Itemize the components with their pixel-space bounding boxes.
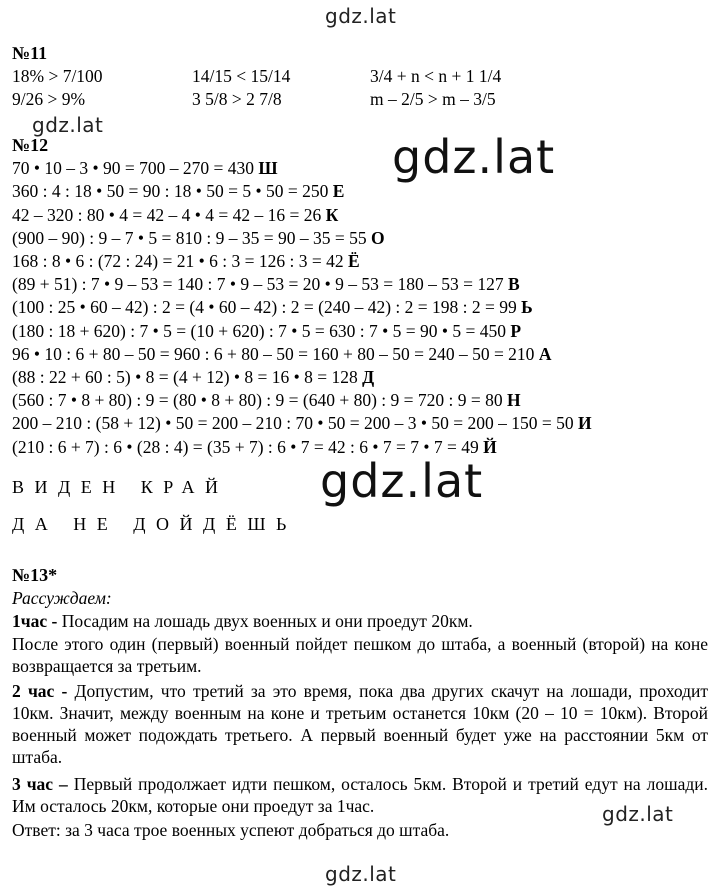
task11-cell: m – 2/5 > m – 3/5 [370,89,496,109]
task12-line: 70 • 10 – 3 • 90 = 700 – 270 = 430 Ш [12,158,278,178]
watermark-top: gdz.lat [325,4,397,28]
task12-line: 168 : 8 • 6 : (72 : 24) = 21 • 6 : 3 = 126 : 3 = 42 Ё [12,251,360,271]
task12-letter: В [507,274,520,294]
task13-hour1: 1час - Посадим на лошадь двух военных и они проедут 20км. [12,611,473,631]
watermark-large-words: gdz.lat [320,454,484,508]
task12-line: (560 : 7 • 8 + 80) : 9 = (80 • 8 + 80) : 9 = (640 + 80) : 9 = 720 : 9 = 80 Н [12,390,521,410]
task12-letter: О [371,228,385,248]
task12-letter: Ь [521,297,533,317]
task13-answer: Ответ: за 3 часа трое военных успеют добраться до штаба. [12,820,450,840]
task12-line: 360 : 4 : 18 • 50 = 90 : 18 • 50 = 5 • 50 = 250 Е [12,181,345,201]
task12-answer-line1: ВИДЕН КРАЙ [12,477,229,497]
task13-hour3-label: 3 час – [12,774,68,794]
task12-letter: А [538,344,552,364]
task13-hour3: 3 час – Первый продолжает идти пешком, осталось 5км. Второй и третий едут на лошади. Им осталось 20км, которые они проедут за 1час. [12,774,708,816]
task12-letter: И [577,413,592,433]
task13-heading: №13* [12,565,58,585]
task12-line: (180 : 18 + 620) : 7 • 5 = (10 + 620) : 7 • 5 = 630 : 7 • 5 = 90 • 5 = 450 Р [12,321,522,341]
task11-cell: 14/15 < 15/14 [192,66,291,86]
task12-letter: Ё [347,251,360,271]
task12-line: (88 : 22 + 60 : 5) • 8 = (4 + 12) • 8 = 16 • 8 = 128 Д [12,367,375,387]
task11-cell: 3 5/8 > 2 7/8 [192,89,282,109]
task13-intro: Рассуждаем: [12,588,112,608]
task13-hour2: 2 час - Допустим, что третий за это время, пока два других скачут на лошади, проходит 10км. Значит, между военным на коне и третьим останется 10км (20 – 10 = 10км). Второй военный может подождать третьего. А первый военный будет уже на расстоянии 5км от штаба. [12,681,708,767]
task12-letter: Д [362,367,375,387]
task12-letter: Ш [258,158,278,178]
task13-paragraph2: После этого один (первый) военный пойдет пешком до штаба, а военный (второй) на коне возвращается за третьим. [12,634,708,676]
task12-line: (89 + 51) : 7 • 9 – 53 = 140 : 7 • 9 – 53 = 20 • 9 – 53 = 180 – 53 = 127 В [12,274,520,294]
task11-cell: 18% > 7/100 [12,66,103,86]
task11-heading: №11 [12,43,48,63]
task12-line: (100 : 25 • 60 – 42) : 2 = (4 • 60 – 42) : 2 = (240 – 42) : 2 = 198 : 2 = 99 Ь [12,297,533,317]
task12-line: (900 – 90) : 9 – 7 • 5 = 810 : 9 – 35 = 90 – 35 = 55 О [12,228,385,248]
task11-cell: 9/26 > 9% [12,89,86,109]
watermark-right-task13: gdz.lat [602,802,674,826]
task12-letter: К [325,205,339,225]
task11-cell: 3/4 + n < n + 1 1/4 [370,66,502,86]
watermark-after-task11: gdz.lat [32,113,104,137]
task12-letter: Й [483,437,497,457]
task12-heading: №12 [12,135,49,155]
watermark-large-task12: gdz.lat [392,130,556,184]
task12-line: (210 : 6 + 7) : 6 • (28 : 4) = (35 + 7) : 6 • 7 = 42 : 6 • 7 = 7 • 7 = 49 Й [12,437,497,457]
task12-line: 200 – 210 : (58 + 12) • 50 = 200 – 210 : 70 • 50 = 200 – 3 • 50 = 200 – 150 = 50 И [12,413,592,433]
task12-answer-line2: ДА НЕ ДОЙДЁШЬ [12,514,297,534]
task12-line: 42 – 320 : 80 • 4 = 42 – 4 • 4 = 42 – 16 = 26 К [12,205,339,225]
task12-letter: Н [507,390,521,410]
task12-letter: Е [332,181,345,201]
task12-line: 96 • 10 : 6 + 80 – 50 = 960 : 6 + 80 – 50 = 160 + 80 – 50 = 240 – 50 = 210 А [12,344,552,364]
task12-letter: Р [510,321,522,341]
task13-hour2-label: 2 час - [12,681,68,701]
watermark-bottom: gdz.lat [325,862,397,886]
task13-hour1-label: 1час - [12,611,58,631]
